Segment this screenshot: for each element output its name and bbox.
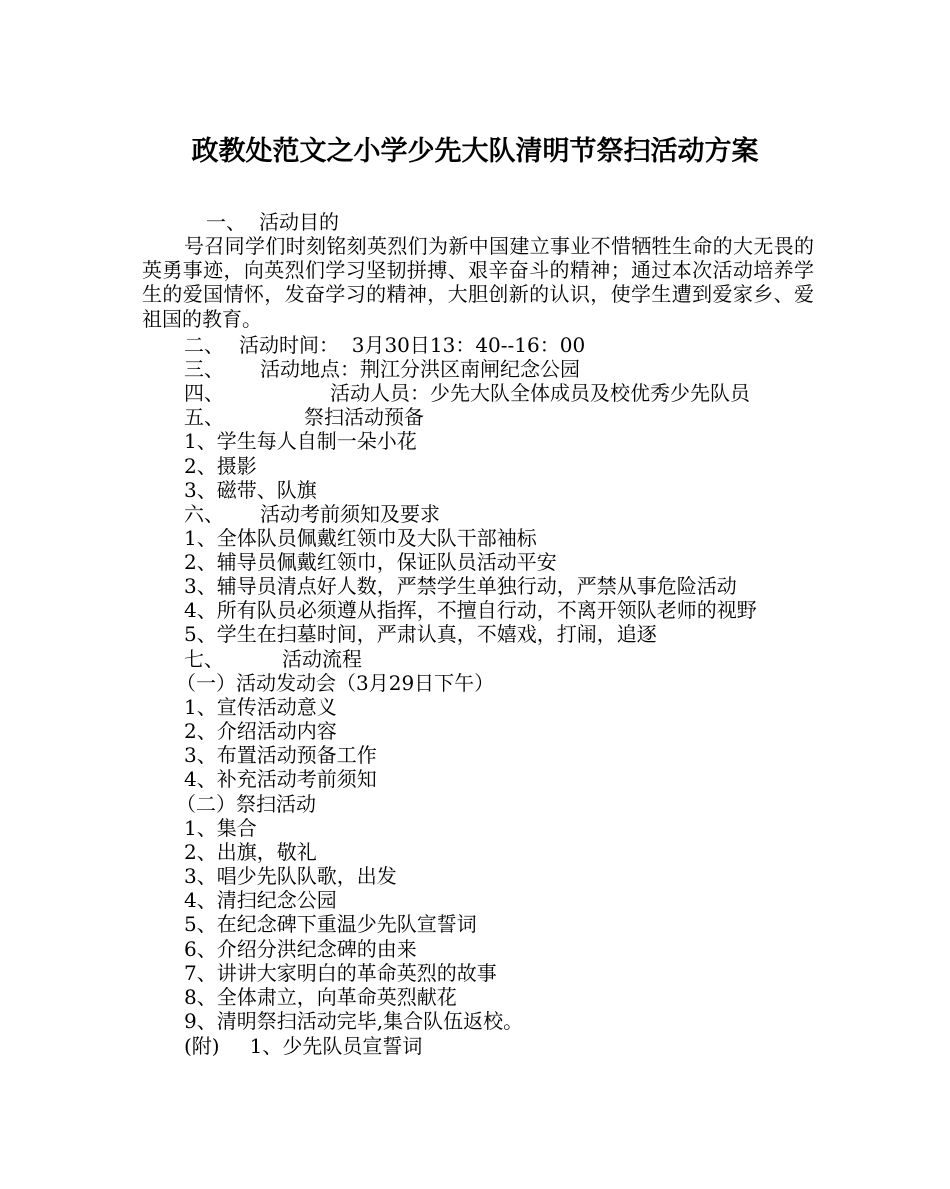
list-item: 3、辅导员清点好人数，严禁学生单独行动，严禁从事危险活动 (184, 574, 737, 598)
section-label: 活动时间： 3月30日13：40--16：00 (239, 333, 586, 357)
list-item: 9、清明祭扫活动完毕,集合队伍返校。 (184, 1009, 524, 1033)
section-number: 四、 (184, 381, 224, 405)
section-heading-preparation (184, 405, 424, 429)
list-item: 3、磁带、队旗 (184, 478, 317, 502)
list-item: 5、学生在扫墓时间，严肃认真，不嬉戏，打闹，追逐 (184, 622, 657, 646)
section-number: 七、 (184, 647, 224, 671)
list-item: 4、清扫纪念公园 (184, 888, 337, 912)
list-item: 1、宣传活动意义 (184, 695, 337, 719)
list-item: 6、介绍分洪纪念碑的由来 (184, 937, 417, 961)
section-number: 一、 (206, 210, 246, 234)
list-item: 3、布置活动预备工作 (184, 743, 377, 767)
section-heading-participants (184, 381, 750, 405)
list-item: 2、辅导员佩戴红领巾，保证队员活动平安 (184, 550, 557, 574)
section-label: 活动流程 (282, 647, 362, 671)
section-heading-notices (184, 502, 440, 526)
section-number: 二、 (184, 333, 224, 357)
subsection-title-memorial: （二）祭扫活动 (176, 792, 316, 816)
section-label: 活动人员：少先大队全体成员及校优秀少先队员 (330, 381, 750, 405)
subsection-title-mobilization: （一）活动发动会（3月29日下午） (176, 671, 495, 695)
section-heading-process (184, 647, 362, 671)
list-item: 1、全体队员佩戴红领巾及大队干部袖标 (184, 526, 537, 550)
section-number: 五、 (184, 405, 224, 429)
appendix-prefix: (附) (184, 1034, 220, 1058)
section-heading-location (184, 357, 580, 381)
list-item: 1、学生每人自制一朵小花 (184, 429, 417, 453)
section-number: 三、 (184, 357, 224, 381)
list-item: 7、讲讲大家明白的革命英烈的故事 (184, 961, 497, 985)
list-item: 1、集合 (184, 816, 257, 840)
section-number: 六、 (184, 502, 224, 526)
list-item: 8、全体肃立，向革命英烈献花 (184, 985, 457, 1009)
document-title: 政教处范文之小学少先大队清明节祭扫活动方案 (191, 136, 759, 167)
section-heading-purpose (206, 210, 339, 234)
list-item: 5、在纪念碑下重温少先队宣誓词 (184, 912, 477, 936)
list-item: 2、摄影 (184, 454, 257, 478)
section-label: 祭扫活动预备 (304, 405, 424, 429)
section-label: 活动考前须知及要求 (260, 502, 440, 526)
list-item: 2、出旗，敬礼 (184, 840, 317, 864)
appendix-line (184, 1034, 422, 1058)
list-item: 2、介绍活动内容 (184, 719, 337, 743)
section-heading-time (184, 333, 585, 357)
list-item: 4、补充活动考前须知 (184, 767, 377, 791)
list-item: 4、所有队员必须遵从指挥，不擅自行动，不离开领队老师的视野 (184, 598, 757, 622)
section-label: 活动地点：荆江分洪区南闸纪念公园 (260, 357, 580, 381)
appendix-label: 1、少先队员宣誓词 (249, 1034, 423, 1058)
section-label: 活动目的 (259, 210, 339, 234)
purpose-paragraph: 号召同学们时刻铭刻英烈们为新中国建立事业不惜牺牲生命的大无畏的英勇事迹，向英烈们学习坚韧拼搏、艰辛奋斗的精神；通过本次活动培养学生的爱国情怀，发奋学习的精神，大胆创新的认识，使学生遭到爱家乡、爱祖国的教育。 (142, 234, 814, 331)
list-item: 3、唱少先队队歌，出发 (184, 864, 397, 888)
